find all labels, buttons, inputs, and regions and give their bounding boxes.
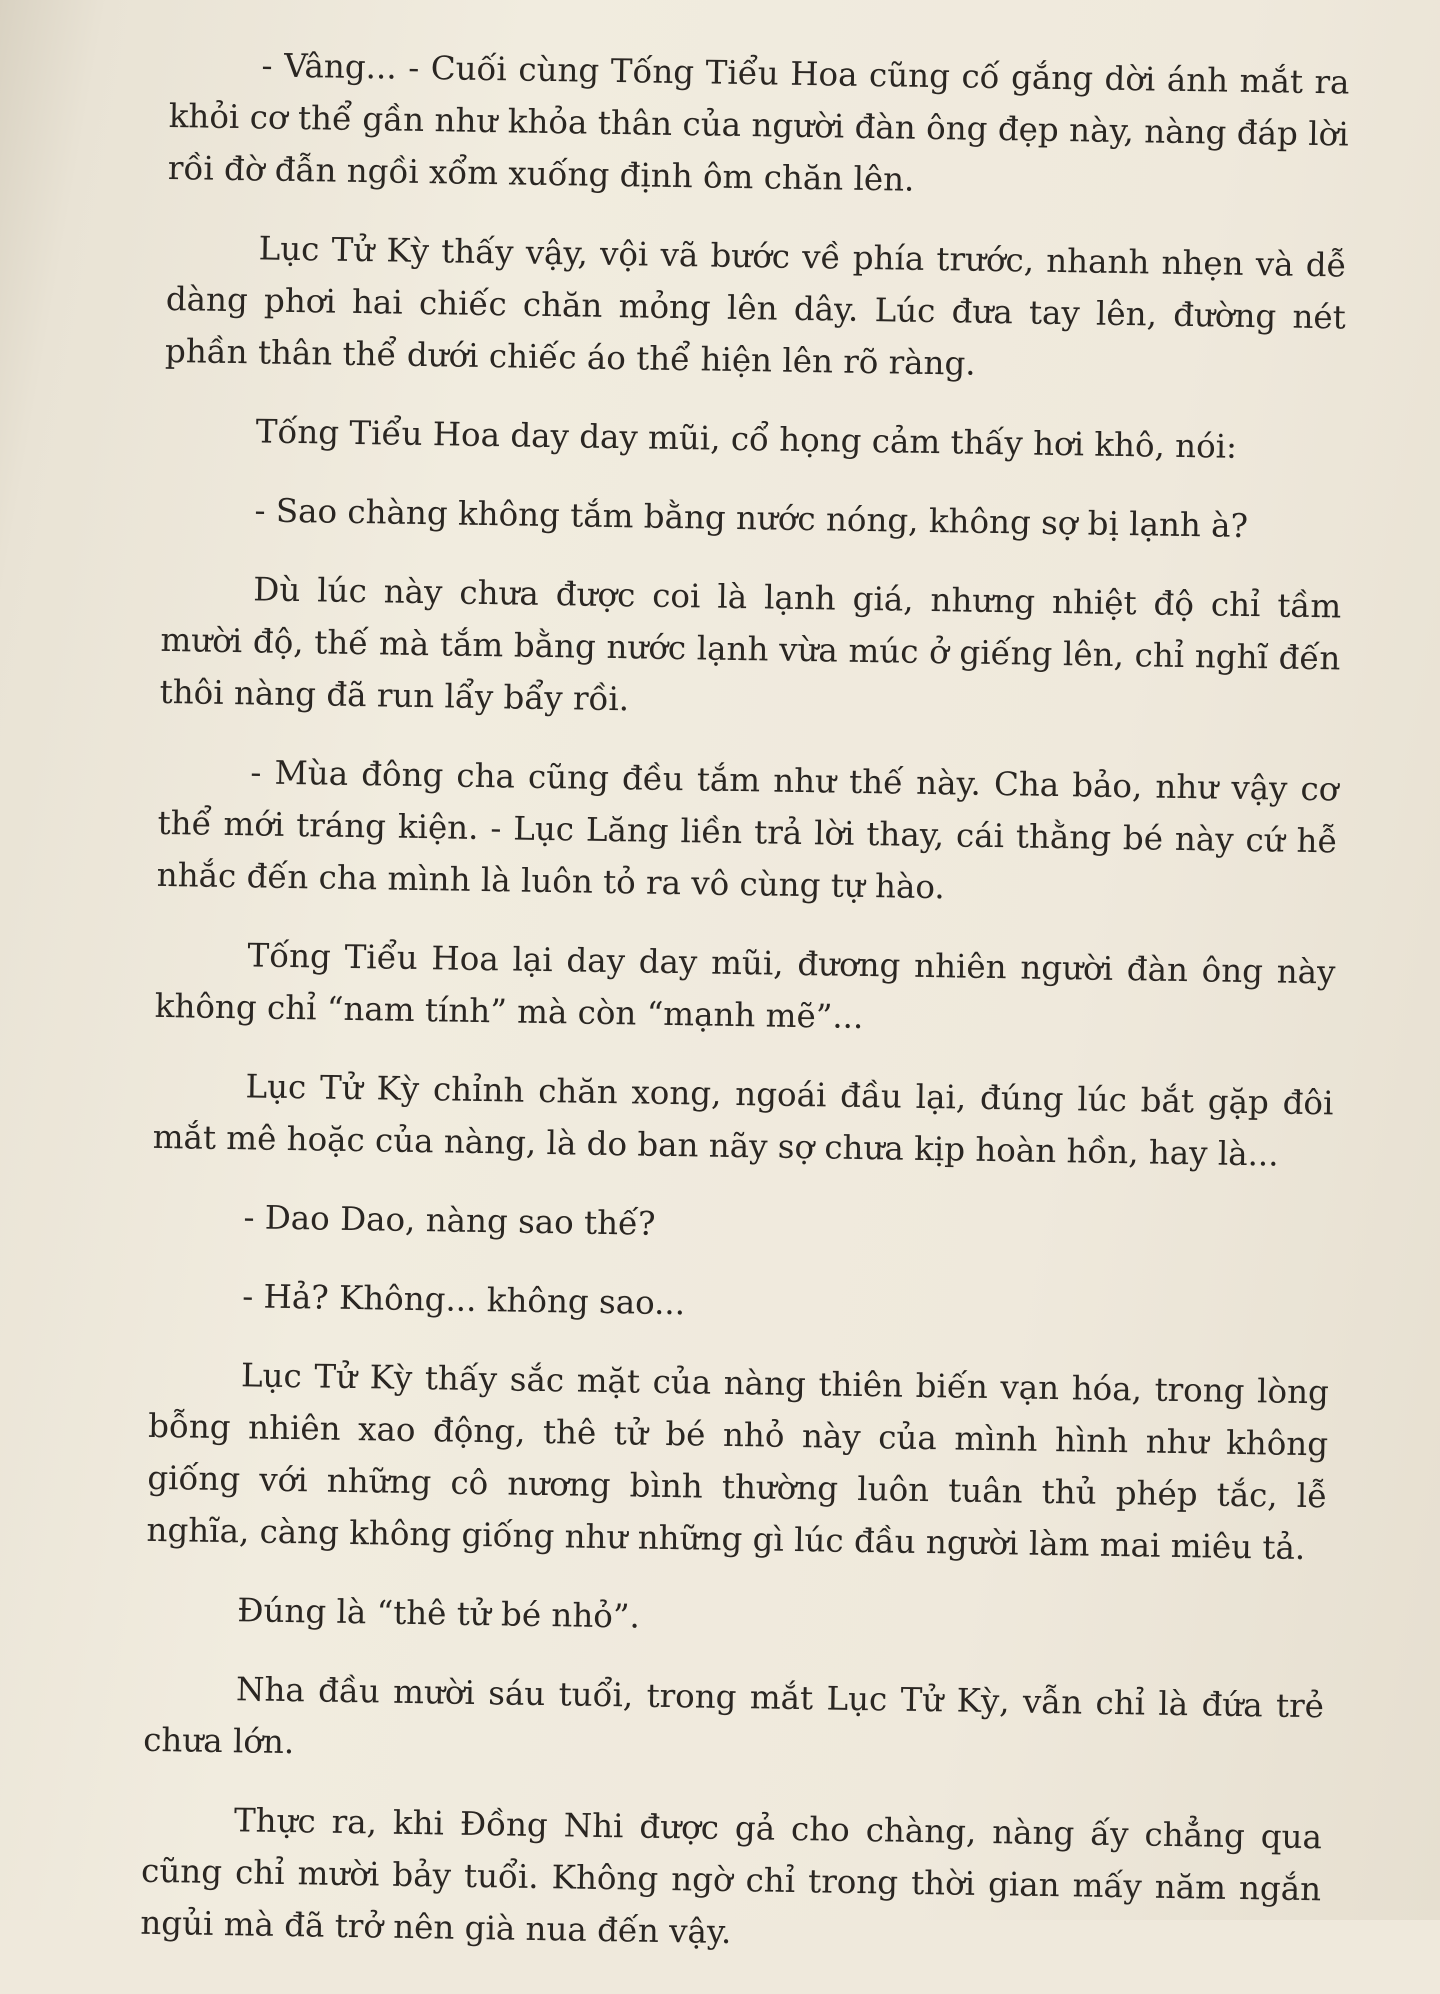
paragraph-5: Dù lúc này chưa được coi là lạnh giá, nhưng nhiệt độ chỉ tầm mười độ, thế mà tắm bằng nước lạnh vừa múc ở giếng lên, chỉ nghĩ đến thôi nàng đã run lẩy bẩy rồi.	[159, 570, 1342, 719]
paragraph-14: Thực ra, khi Đồng Nhi được gả cho chàng, nàng ấy chẳng qua cũng chỉ mười bảy tuổi. Không ngờ chỉ trong thời gian mấy năm ngắn ngủi mà đã trở nên già nua đến vậy.	[140, 1801, 1323, 1952]
paragraph-13: Nha đầu mười sáu tuổi, trong mắt Lục Tử Kỳ, vẫn chỉ là đứa trẻ chưa lớn.	[142, 1670, 1325, 1762]
paragraph-10: - Hả? Không... không sao...	[241, 1277, 686, 1323]
page-body-text	[140, 38, 1350, 1994]
paragraph-9: - Dao Dao, nàng sao thế?	[243, 1198, 656, 1243]
paragraph-1: - Vâng... - Cuối cùng Tống Tiểu Hoa cũng cố gắng dời ánh mắt ra khỏi cơ thể gần như khỏa thân của người đàn ông đẹp này, nàng đáp lời rồi đờ đẫn ngồi xổm xuống định ôm chăn lên.	[167, 46, 1350, 199]
paragraph-7: Tống Tiểu Hoa lại day day mũi, đương nhiên người đàn ông này không chỉ “nam tính” mà còn “mạnh mẽ”...	[154, 936, 1336, 1037]
paragraph-6: - Mùa đông cha cũng đều tắm như thế này. Cha bảo, như vậy cơ thể mới tráng kiện. - Lục Lăng liền trả lời thay, cái thằng bé này cứ hễ nhắc đến cha mình là luôn tỏ ra vô cùng tự hào.	[156, 753, 1339, 907]
paragraph-2: Lục Tử Kỳ thấy vậy, vội vã bước về phía trước, nhanh nhẹn và dễ dàng phơi hai chiếc chăn mỏng lên dây. Lúc đưa tay lên, đường nét phần thân thể dưới chiếc áo thể hiện lên rõ ràng.	[164, 229, 1347, 383]
paragraph-11: Lục Tử Kỳ thấy sắc mặt của nàng thiên biến vạn hóa, trong lòng bỗng nhiên xao động, thê tử bé nhỏ này của mình hình như không giống với những cô nương bình thường luôn tuân thủ phép tắc, lễ nghĩa, càng không giống như những gì lúc đầu người làm mai miêu tả.	[146, 1356, 1330, 1568]
paragraph-12: Đúng là “thê tử bé nhỏ”.	[237, 1591, 641, 1636]
paragraph-8: Lục Tử Kỳ chỉnh chăn xong, ngoái đầu lại, đúng lúc bắt gặp đôi mắt mê hoặc của nàng, là do ban nãy sợ chưa kịp hoàn hồn, hay là...	[152, 1067, 1334, 1174]
paragraph-3: Tống Tiểu Hoa day day mũi, cổ họng cảm thấy hơi khô, nói:	[255, 412, 1238, 466]
paragraph-4: - Sao chàng không tắm bằng nước nóng, không sợ bị lạnh à?	[254, 491, 1249, 545]
